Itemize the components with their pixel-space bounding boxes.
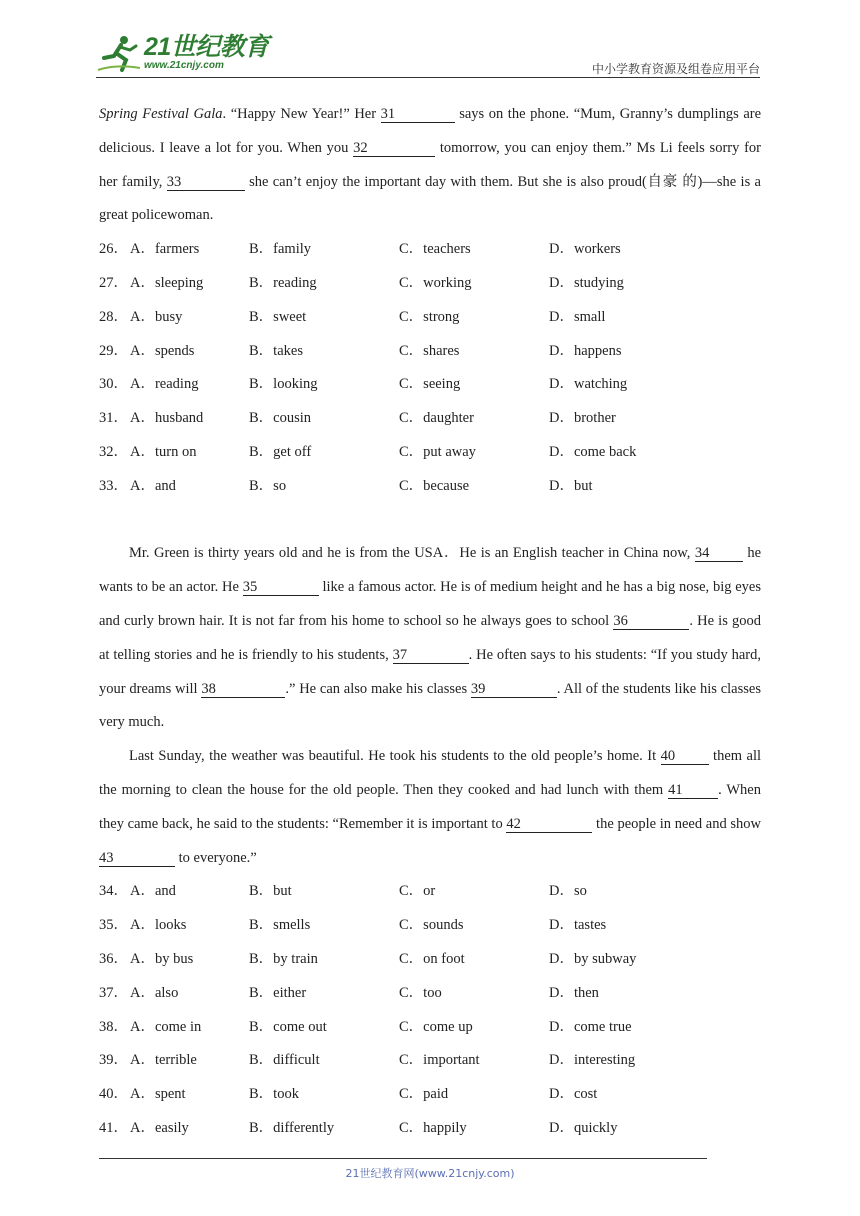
- question-row: 30． A．reading B．looking C．seeing D．watching: [99, 368, 761, 402]
- option-d[interactable]: D．so: [549, 883, 587, 900]
- option-a[interactable]: A．sleeping: [130, 274, 204, 291]
- option-d[interactable]: D．quickly: [549, 1119, 618, 1136]
- question-row: 31． A．husband B．cousin C．daughter D．brother: [99, 402, 761, 436]
- passage-1: Spring Festival Gala. “Happy New Year!” Her 31 says on the phone. “Mum, Granny’s dumplings are delicious. I leave a lot for you. When you 32 tomorrow, you can enjoy them.” Ms Li feels sorry for her family, 33 she can’t enjoy the important day with them. But she is also proud(自豪 的)—she is a great policewoman.: [99, 106, 762, 224]
- show-title: Spring Festival Gala: [99, 106, 223, 122]
- option-a[interactable]: A．looks: [130, 917, 187, 934]
- option-a[interactable]: A．also: [130, 984, 179, 1001]
- passage-2-paragraph-2: Last Sunday, the weather was beautiful. He took his students to the old people’s home. It 40 them all the morning to clean the house for the old people. Then they cooked and had lunch with them 41 . When they came back, he said to the students: “Remember it is important to 42 the people in need and show 43 to everyone.”: [99, 748, 762, 866]
- blank-39[interactable]: 39: [471, 681, 557, 698]
- logo-url: www.21cnjy.com: [144, 60, 224, 71]
- page-header: [96, 30, 760, 78]
- option-d[interactable]: D．tastes: [549, 917, 607, 934]
- footer-link[interactable]: 21世纪教育网(www.21cnjy.com): [345, 1167, 515, 1180]
- platform-name: 中小学教育资源及组卷应用平台: [591, 62, 760, 76]
- question-row: 40． A．spent B．took C．paid D．cost: [99, 1078, 761, 1112]
- blank-35[interactable]: 35: [243, 579, 319, 596]
- option-d[interactable]: D．interesting: [549, 1052, 636, 1069]
- option-c[interactable]: C．strong: [399, 308, 460, 325]
- question-list-1: [99, 233, 761, 503]
- option-c[interactable]: C．too: [399, 984, 442, 1001]
- option-b[interactable]: B．takes: [249, 342, 303, 359]
- option-b[interactable]: B．but: [249, 883, 292, 900]
- question-row: 33． A．and B．so C．because D．but: [99, 470, 761, 504]
- question-row: 38． A．come in B．come out C．come up D．come true: [99, 1011, 761, 1045]
- option-c[interactable]: C．shares: [399, 342, 460, 359]
- option-a[interactable]: A．spends: [130, 342, 195, 359]
- option-a[interactable]: A．terrible: [130, 1052, 197, 1069]
- option-b[interactable]: B．by train: [249, 950, 318, 967]
- option-c[interactable]: C．daughter: [399, 410, 474, 427]
- option-b[interactable]: B．come out: [249, 1018, 327, 1035]
- question-row: 39． A．terrible B．difficult C．important D．interesting: [99, 1044, 761, 1078]
- blank-41[interactable]: 41: [668, 782, 718, 799]
- site-logo[interactable]: [96, 34, 269, 74]
- blank-38[interactable]: 38: [201, 681, 285, 698]
- option-b[interactable]: B．cousin: [249, 410, 312, 427]
- option-a[interactable]: A．farmers: [130, 241, 200, 258]
- question-list-2: [99, 875, 761, 1145]
- option-b[interactable]: B．family: [249, 241, 312, 258]
- option-c[interactable]: C．important: [399, 1052, 480, 1069]
- header-divider: [96, 77, 760, 78]
- blank-33[interactable]: 33: [167, 174, 245, 191]
- option-b[interactable]: B．either: [249, 984, 307, 1001]
- option-d[interactable]: D．come true: [549, 1018, 632, 1035]
- blank-32[interactable]: 32: [353, 140, 435, 157]
- option-c[interactable]: C．sounds: [399, 917, 464, 934]
- blank-40[interactable]: 40: [661, 748, 709, 765]
- option-b[interactable]: B．reading: [249, 274, 317, 291]
- option-d[interactable]: D．then: [549, 984, 599, 1001]
- blank-34[interactable]: 34: [695, 545, 743, 562]
- option-b[interactable]: B．get off: [249, 443, 312, 460]
- option-a[interactable]: A．easily: [130, 1119, 189, 1136]
- logo-title: 21世纪教育: [144, 33, 269, 61]
- option-c[interactable]: C．or: [399, 883, 436, 900]
- option-d[interactable]: D．come back: [549, 443, 637, 460]
- blank-31[interactable]: 31: [381, 106, 455, 123]
- option-b[interactable]: B．sweet: [249, 308, 307, 325]
- question-row: 34． A．and B．but C．or D．so: [99, 875, 761, 909]
- option-d[interactable]: D．watching: [549, 376, 628, 393]
- footer-divider: [99, 1158, 707, 1159]
- option-c[interactable]: C．seeing: [399, 376, 461, 393]
- option-c[interactable]: C．happily: [399, 1119, 467, 1136]
- option-a[interactable]: A．husband: [130, 410, 204, 427]
- option-d[interactable]: D．but: [549, 477, 593, 494]
- blank-37[interactable]: 37: [393, 647, 469, 664]
- runner-logo-icon: [96, 34, 142, 74]
- question-row: 27． A．sleeping B．reading C．working D．studying: [99, 267, 761, 301]
- option-d[interactable]: D．small: [549, 308, 606, 325]
- option-b[interactable]: B．differently: [249, 1119, 335, 1136]
- option-c[interactable]: C．paid: [399, 1086, 449, 1103]
- option-d[interactable]: D．happens: [549, 342, 622, 359]
- option-a[interactable]: A．and: [130, 883, 176, 900]
- option-a[interactable]: A．by bus: [130, 950, 194, 967]
- option-c[interactable]: C．come up: [399, 1018, 473, 1035]
- document-body: [99, 98, 761, 1146]
- option-b[interactable]: B．difficult: [249, 1052, 320, 1069]
- option-a[interactable]: A．turn on: [130, 443, 197, 460]
- option-d[interactable]: D．studying: [549, 274, 624, 291]
- option-d[interactable]: D．by subway: [549, 950, 637, 967]
- option-d[interactable]: D．cost: [549, 1086, 598, 1103]
- question-row: 26． A．farmers B．family C．teachers D．workers: [99, 233, 761, 267]
- passage-2-paragraph-1: Mr. Green is thirty years old and he is from the USA．He is an English teacher in China now, 34 he wants to be an actor. He 35 like a famous actor. He is of medium height and he has a big nose, big eyes and curly brown hair. It is not far from his home to school so he always goes to school 36 . He is good at telling stories and he is friendly to his students, 37 . He often says to his students: “If you study hard, your dreams will 38 .” He can also make his classes 39 . All of the students like his classes very much.: [99, 545, 762, 731]
- blank-42[interactable]: 42: [506, 816, 592, 833]
- question-row: 37． A．also B．either C．too D．then: [99, 977, 761, 1011]
- option-c[interactable]: C．working: [399, 274, 472, 291]
- option-c[interactable]: C．because: [399, 477, 470, 494]
- option-c[interactable]: C．on foot: [399, 950, 465, 967]
- option-b[interactable]: B．looking: [249, 376, 318, 393]
- question-row: 29． A．spends B．takes C．shares D．happens: [99, 335, 761, 369]
- option-a[interactable]: A．spent: [130, 1086, 186, 1103]
- option-a[interactable]: A．come in: [130, 1018, 202, 1035]
- question-row: 32． A．turn on B．get off C．put away D．come back: [99, 436, 761, 470]
- question-row: 41． A．easily B．differently C．happily D．quickly: [99, 1112, 761, 1146]
- question-row: 35． A．looks B．smells C．sounds D．tastes: [99, 909, 761, 943]
- option-a[interactable]: A．and: [130, 477, 176, 494]
- option-b[interactable]: B．smells: [249, 917, 311, 934]
- option-c[interactable]: C．put away: [399, 443, 476, 460]
- question-row: 28． A．busy B．sweet C．strong D．small: [99, 301, 761, 335]
- question-row: 36． A．by bus B．by train C．on foot D．by subway: [99, 943, 761, 977]
- option-c[interactable]: C．teachers: [399, 241, 471, 258]
- option-a[interactable]: A．busy: [130, 308, 183, 325]
- option-b[interactable]: B．took: [249, 1086, 299, 1103]
- blank-36[interactable]: 36: [613, 613, 689, 630]
- option-b[interactable]: B．so: [249, 477, 287, 494]
- option-a[interactable]: A．reading: [130, 376, 199, 393]
- option-d[interactable]: D．workers: [549, 241, 621, 258]
- blank-43[interactable]: 43: [99, 850, 175, 867]
- option-d[interactable]: D．brother: [549, 410, 616, 427]
